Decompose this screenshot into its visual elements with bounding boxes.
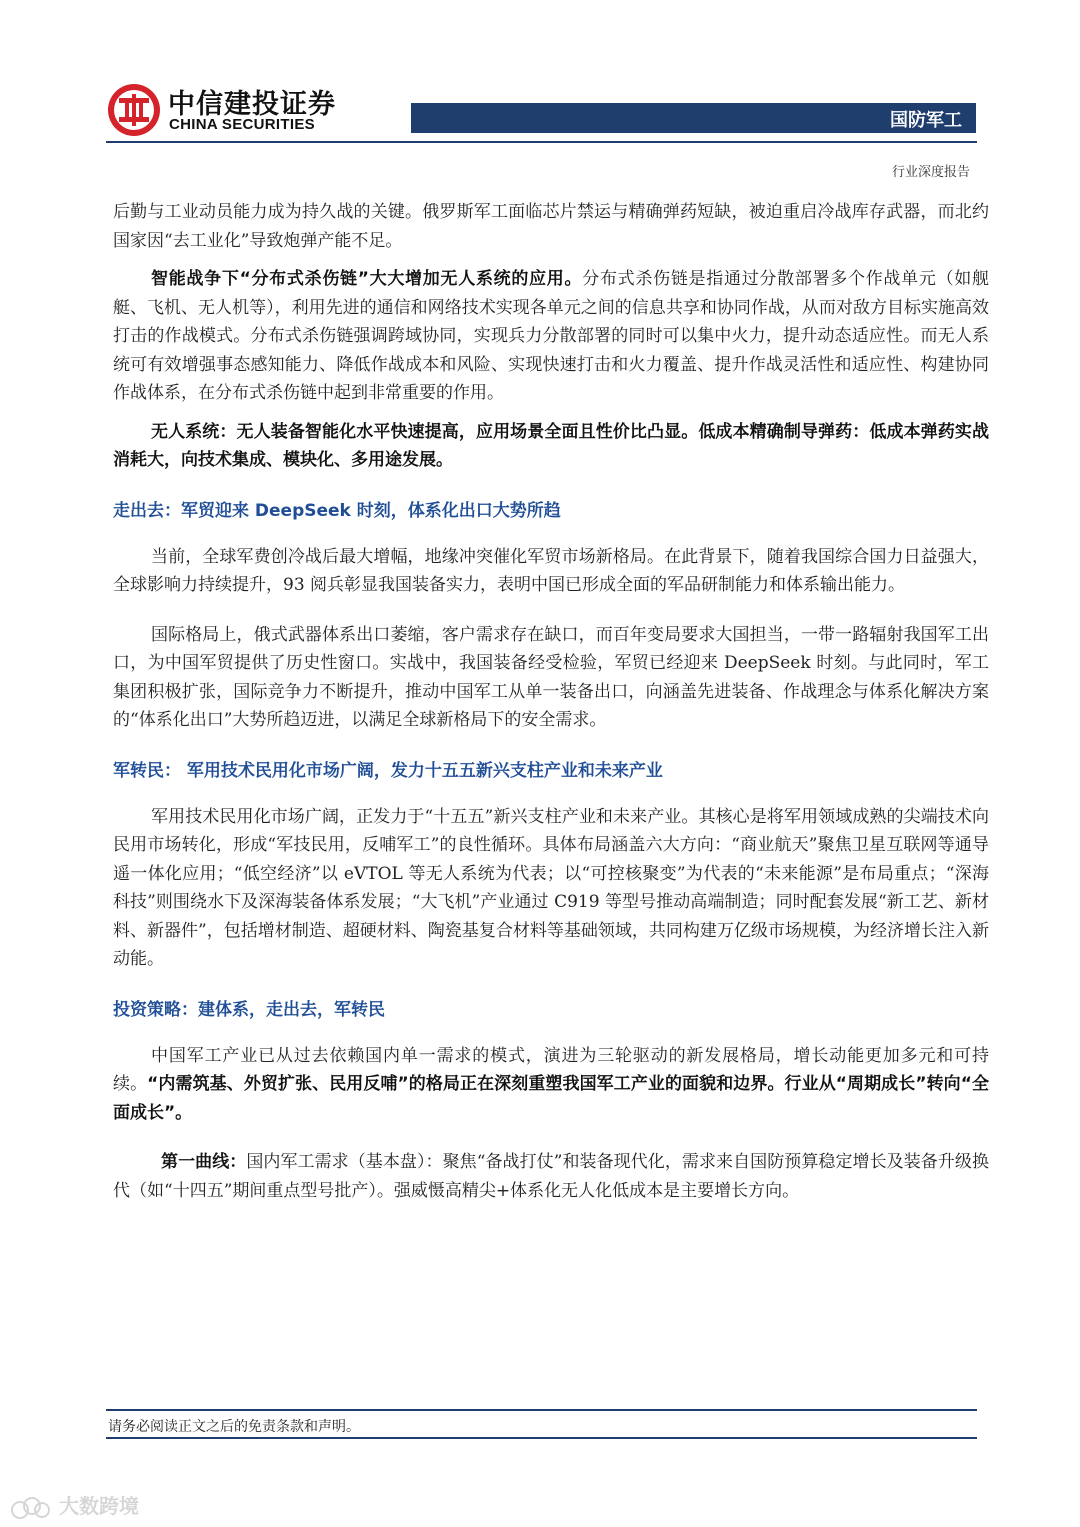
paragraph-bold-summary: 无人系统：无人装备智能化水平快速提高，应用场景全面且性价比凸显。低成本精确制导弹药：低成本弹药实战消耗大，向技术集成、模块化、多用途发展。 <box>113 421 989 470</box>
paragraph-text: 中国军工产业已从过去依赖国内单一需求的模式，演进为三轮驱动的新发展格局，增长动能更加多元和可持续。 <box>113 1045 989 1094</box>
footer-divider-bottom <box>106 1437 977 1439</box>
section-heading-civil-conversion: 军转民： 军用技术民用化市场广阔，发力十五五新兴支柱产业和未来产业 <box>113 760 663 781</box>
sector-tag: 国防军工 <box>890 110 962 131</box>
header-bar <box>411 103 976 133</box>
paragraph-text: 分布式杀伤链是指通过分散部署多个作战单元（如舰艇、飞机、无人机等），利用先进的通信和网络技术实现各单元之间的信息共享和协同作战，从而对敌方目标实施高效打击的作战模式。分布式杀伤链强调跨域协同，实现兵力分散部署的同时可以集中火力，提升动态适应性。而无人系统可有效增强事态感知能力、降低作战成本和风险、实现快速打击和火力覆盖、提升作战灵活性和适应性、构建协同作战体系，在分布式杀伤链中起到非常重要的作用。 <box>113 269 989 403</box>
watermark-cloud-icon <box>10 1496 52 1520</box>
section-heading-investment-strategy: 投资策略：建体系，走出去，军转民 <box>113 999 385 1020</box>
section-heading-export: 走出去：军贸迎来 DeepSeek 时刻，体系化出口大势所趋 <box>113 500 561 521</box>
paragraph-logistics: 后勤与工业动员能力成为持久战的关键。俄罗斯军工面临芯片禁运与精确弹药短缺，被迫重启冷战库存武器，而北约国家因“去工业化”导致炮弹产能不足。 <box>113 202 989 251</box>
company-logo <box>106 80 346 140</box>
paragraph-bold-conclusion: “内需筑基、外贸扩张、民用反哺”的格局正在深刻重塑我国军工产业的面貌和边界。行业从“周期成长”转向“全面成长”。 <box>113 1074 990 1123</box>
paragraph-lead-bold: 第一曲线： <box>161 1152 247 1172</box>
watermark-text: 大数跨境 <box>58 1494 139 1518</box>
paragraph-unmanned-systems <box>113 418 989 475</box>
paragraph-military-trade: 当前，全球军费创冷战后最大增幅，地缘冲突催化军贸市场新格局。在此背景下，随着我国综合国力日益强大，全球影响力持续提升，93 阅兵彰显我国装备实力，表明中国已形成全面的军品研制能力和体系输出能力。 <box>113 546 989 595</box>
logo-english-name: CHINA SECURITIES <box>169 116 315 133</box>
paragraph-lead-bold: 智能战争下“分布式杀伤链”大大增加无人系统的应用。 <box>151 269 583 289</box>
paragraph-international-landscape: 国际格局上，俄式武器体系出口萎缩，客户需求存在缺口，而百年变局要求大国担当，一带一路辐射我国军工出口，为中国军贸提供了历史性窗口。实战中，我国装备经受检验，军贸已经迎来 DeepSeek 时刻。与此同时，军工集团积极扩张，国际竞争力不断提升，推动中国军工从单一装备出口，向涵盖先进装备、作战理念与体系化解决方案的“体系化出口”大势所趋迈进，以满足全球新格局下的安全需求。 <box>113 624 989 730</box>
paragraph-text: 国内军工需求（基本盘）：聚焦“备战打仗”和装备现代化，需求来自国防预算稳定增长及装备升级换代（如“十四五”期间重点型号批产）。强威慑高精尖+体系化无人化低成本是主要增长方向。 <box>113 1152 990 1201</box>
footer-divider-top <box>106 1409 977 1411</box>
logo-chinese-name: 中信建投证券 <box>168 89 336 120</box>
paragraph-first-curve <box>113 1148 989 1205</box>
watermark-logo <box>10 1490 139 1520</box>
footer-disclaimer: 请务必阅读正文之后的免责条款和声明。 <box>108 1419 360 1435</box>
report-type-label: 行业深度报告 <box>891 165 970 180</box>
paragraph-three-drivers <box>113 1042 989 1128</box>
header-divider <box>106 141 977 143</box>
paragraph-distributed-kill-chain <box>113 265 989 408</box>
logo-emblem-icon <box>106 82 162 138</box>
paragraph-civil-market: 军用技术民用化市场广阔，正发力于“十五五”新兴支柱产业和未来产业。其核心是将军用领域成熟的尖端技术向民用市场转化，形成“军技民用，反哺军工”的良性循环。具体布局涵盖六大方向：“商业航天”聚焦卫星互联网等通导遥一体化应用；“低空经济”以 eVTOL 等无人系统为代表；以“可控核聚变”为代表的“未来能源”是布局重点；“深海科技”则围绕水下及深海装备体系发展；“大飞机”产业通过 C919 等型号推动高端制造；同时配套发展“新工艺、新材料、新器件”，包括增材制造、超硬材料、陶瓷基复合材料等基础领域，共同构建万亿级市场规模，为经济增长注入新动能。 <box>113 806 989 969</box>
document-body <box>113 198 989 1205</box>
